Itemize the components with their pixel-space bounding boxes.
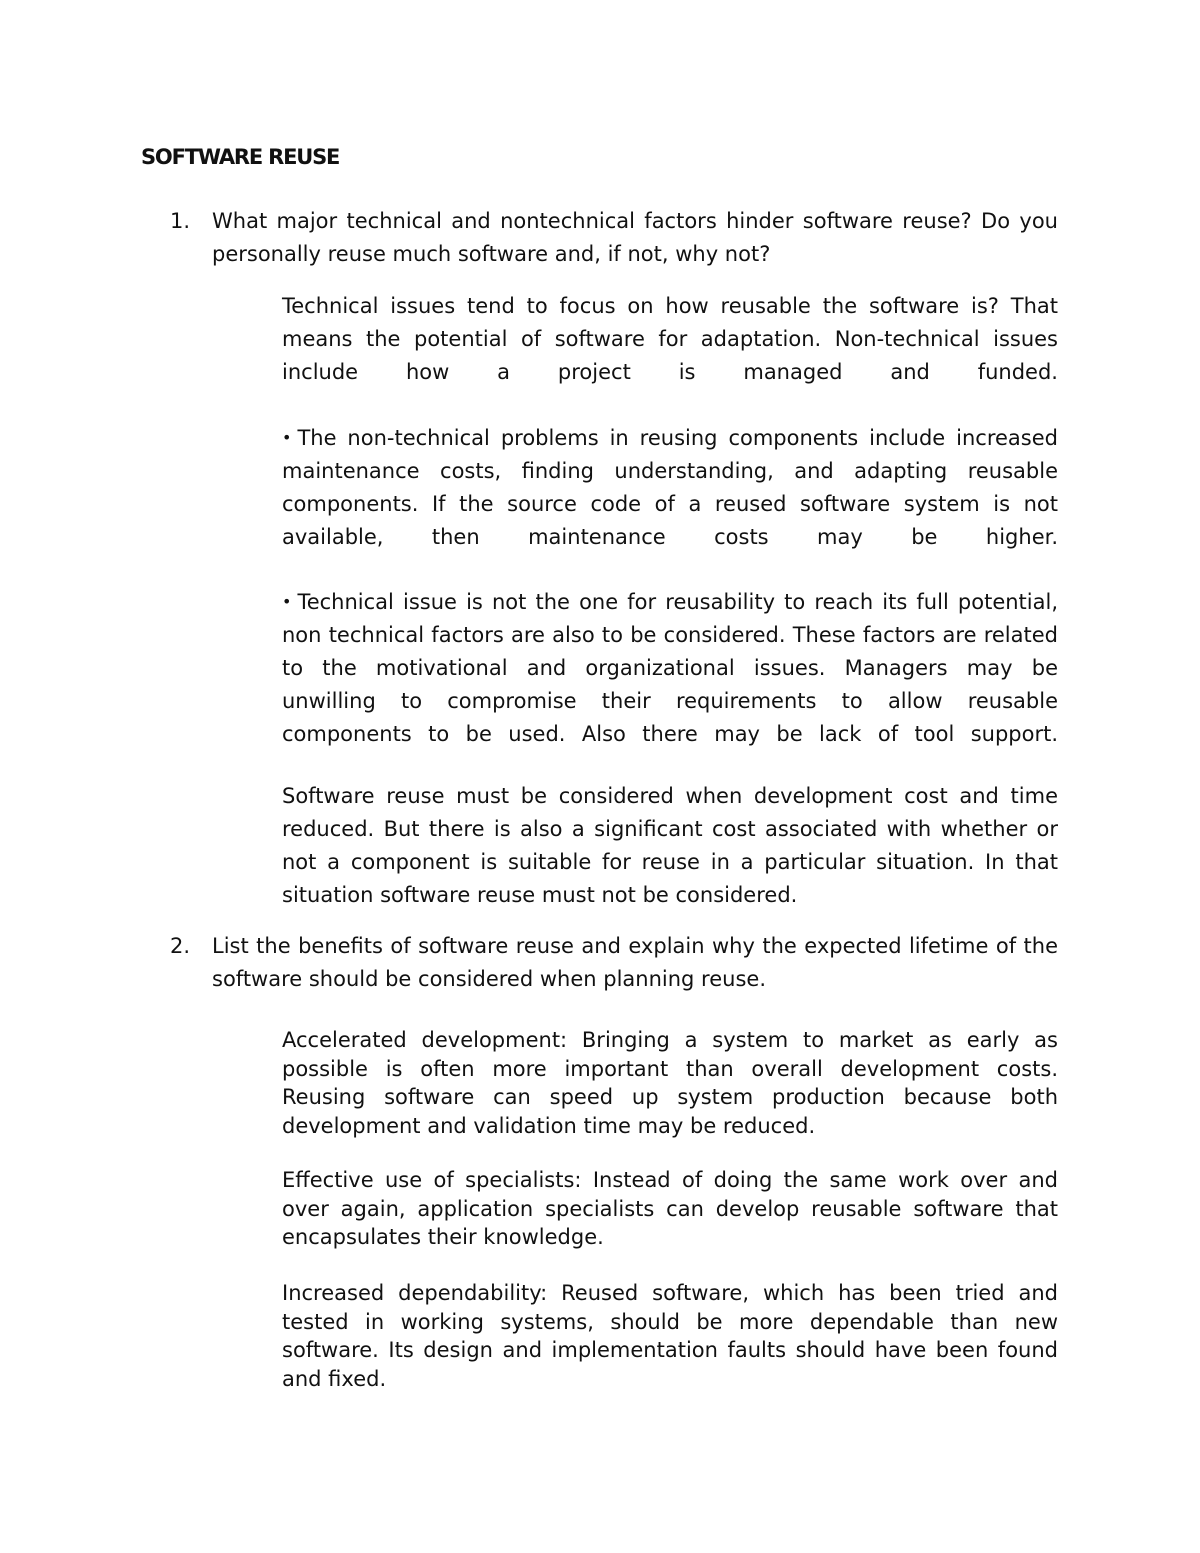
bullet-text: The non-technical problems in reusing components include increased maintenance costs, finding understanding, and adapting reusable components. If the source code of a reused software system is not available, then maintenance costs may be higher. <box>282 426 1058 549</box>
answer-paragraph: Increased dependability: Reused software, which has been tried and tested in working systems, should be more dependable than new software. Its design and implementation faults should have been found and fixed. <box>282 1281 1058 1391</box>
answer-paragraph: Software reuse must be considered when development cost and time reduced. But there is also a significant cost associated with whether or not a component is suitable for reuse in a particular situation. In that situation software reuse must not be considered. <box>282 784 1058 907</box>
question-number: 2. <box>170 934 191 958</box>
bullet-text: Technical issue is not the one for reusability to reach its full potential, non technical factors are also to be considered. These factors are related to the motivational and organizational issues. Managers may be unwilling to compromise their requirements to allow reusable components to be used. Also there may be lack of tool support. <box>282 590 1058 746</box>
question-text: What major technical and nontechnical factors hinder software reuse? Do you personally reuse much software and, if not, why not? <box>212 209 1058 266</box>
answer-bullet <box>282 585 1058 751</box>
answer-paragraph: Accelerated development: Bringing a system to market as early as possible is often more important than overall development costs. Reusing software can speed up system production because both development and validation time may be reduced. <box>282 1028 1058 1138</box>
document-title: SOFTWARE REUSE <box>141 145 340 169</box>
bullet-icon: • <box>282 592 292 611</box>
answer-paragraph: Technical issues tend to focus on how reusable the software is? That means the potential of software for adaptation. Non-technical issues include how a project is managed and funded. <box>282 294 1058 384</box>
answer-paragraph: Effective use of specialists: Instead of doing the same work over and over again, application specialists can develop reusable software that encapsulates their knowledge. <box>282 1168 1058 1249</box>
question-text: List the benefits of software reuse and explain why the expected lifetime of the software should be considered when planning reuse. <box>212 934 1058 991</box>
answer-bullet <box>282 421 1058 554</box>
question-number: 1. <box>170 209 191 233</box>
bullet-icon: • <box>282 428 292 447</box>
